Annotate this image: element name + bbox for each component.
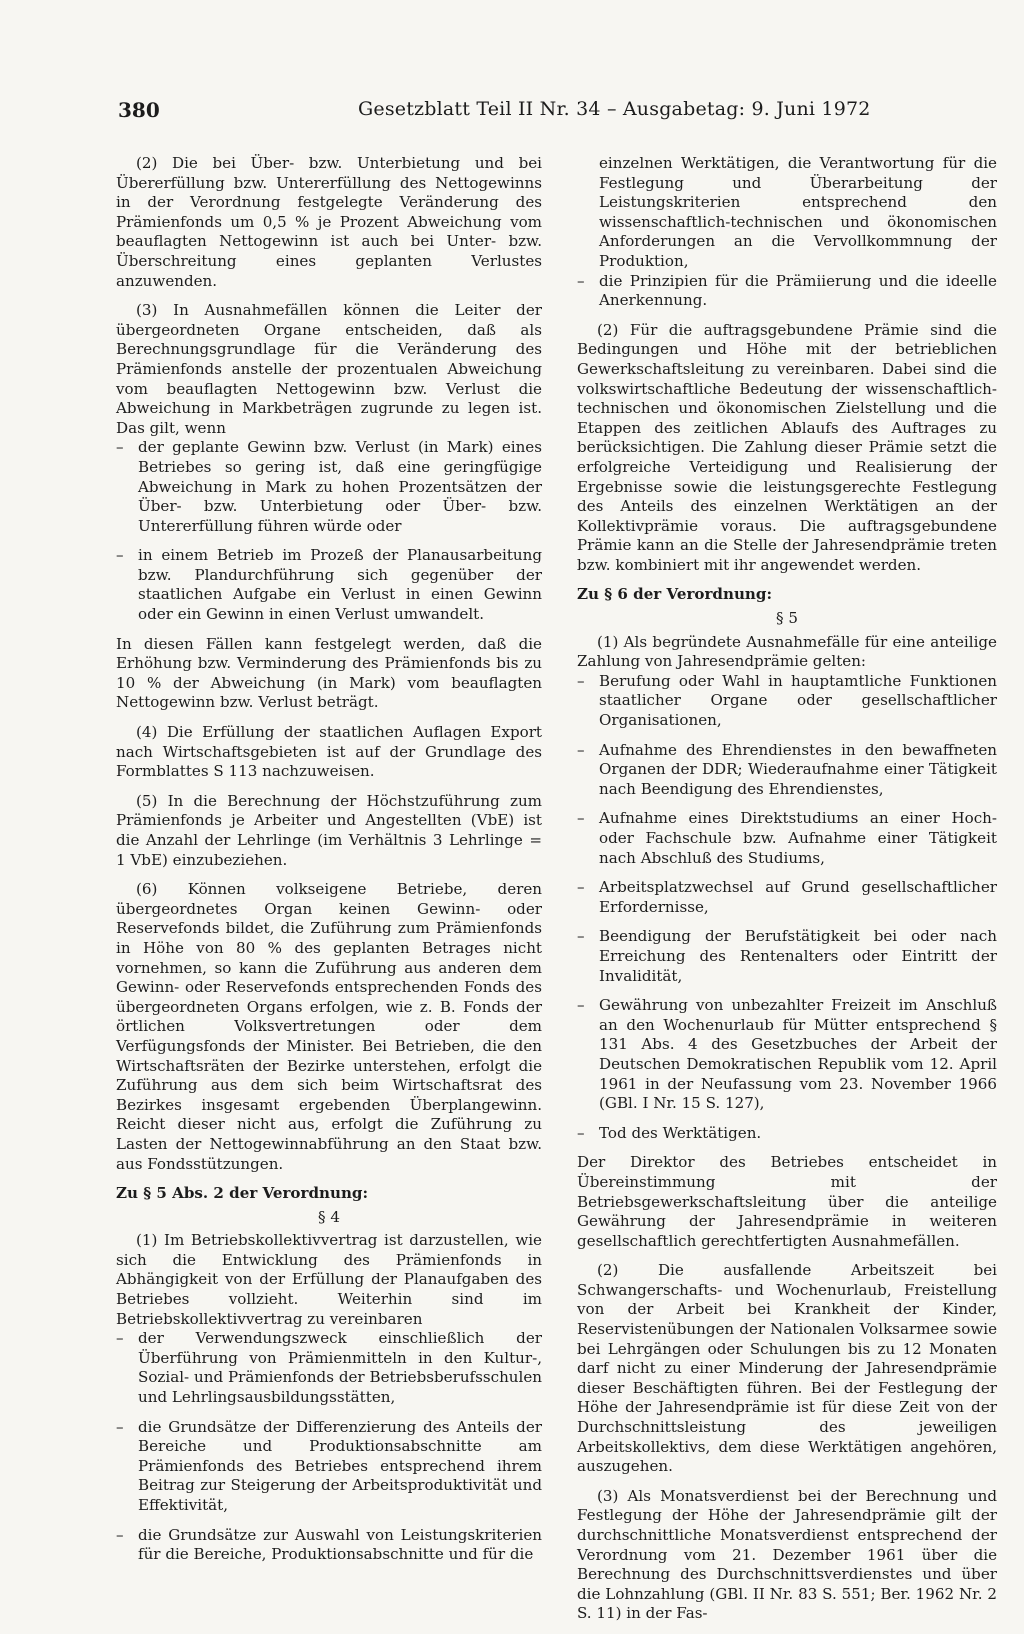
paragraph-3-3-tail: In diesen Fällen kann festgelegt werden, daß die Erhöhung bzw. Verminderung des Prämienfonds bis zu 10 % der Abweichung (in Mark) vom beauflagten Nettogewinn bzw. Verlust beträgt.	[116, 634, 542, 712]
section-heading-zu-6: Zu § 6 der Verordnung:	[577, 585, 773, 604]
list-item: – Aufnahme des Ehrendienstes in den bewaffneten Organen der DDR; Wiederaufnahme einer Tätigkeit nach Beendigung des Ehrendienstes,	[577, 740, 997, 798]
paragraph-5-2: (2) Die ausfallende Arbeitszeit bei Schwangerschafts- und Wochenurlaub, Freistellung von der Arbeit bei Krankheit der Kinder, Reservistenübungen der Nationalen Volksarmee sowie bei Lehrgängen oder Schulungen bis zu 12 Monaten darf nicht zu einer Minderung der Jahresendprämie dieser Beschäftigten führen. Bei der Festlegung der Höhe der Jahresendprämie ist für diese Zeit von der Durchschnittsleistung des jeweiligen Arbeitskollektivs, dem diese Werktätigen angehören, auszugehen.	[577, 1261, 997, 1476]
list-item: – in einem Betrieb im Prozeß der Planausarbeitung bzw. Plandurchführung sich gegenüber der staatlichen Aufgabe ein Verlust in einen Gewinn oder ein Gewinn in einen Verlust umwandelt.	[116, 546, 542, 624]
list-item: – die Grundsätze zur Auswahl von Leistungskriterien für die Bereiche, Produktionsabschnitte und für die	[116, 1525, 542, 1564]
exception-conditions-list	[116, 438, 542, 624]
list-item-continuation: einzelnen Werktätigen, die Verantwortung für die Festlegung und Überarbeitung der Leistungskriterien entsprechend den wissenschaftlich-technischen und ökonomischen Anforderungen an die Vervollkommnung der Produktion,	[599, 154, 997, 270]
paragraph-3-5: (5) In die Berechnung der Höchstzuführung zum Prämienfonds je Arbeiter und Angestellten (VbE) ist die Anzahl der Lehrlinge (im Verhältnis 3 Lehrlinge = 1 VbE) einzubeziehen.	[116, 791, 542, 869]
paragraph-5-1-tail: Der Direktor des Betriebes entscheidet in Übereinstimmung mit der Betriebsgewerkschaftsleitung über die anteilige Gewährung der Jahresendprämie in weiteren gesellschaftlich gerechtfertigten Ausnahmefällen.	[577, 1153, 997, 1250]
list-item: – die Prinzipien für die Prämiierung und die ideelle Anerkennung.	[577, 271, 997, 310]
paragraph-3-3: (3) In Ausnahmefällen können die Leiter der übergeordneten Organe entscheiden, daß als Berechnungsgrundlage für die Veränderung des Prämienfonds anstelle der prozentualen Abweichung vom beauflagten Nettogewinn bzw. Verlust die Abweichung in Markbeträgen zugrunde zu legen ist. Das gilt, wenn	[116, 301, 542, 437]
paragraph-4-1: (1) Im Betriebskollektivvertrag ist darzustellen, wie sich die Entwicklung des Prämienfonds in Abhängigkeit von der Erfüllung der Planaufgaben des Betriebes vollzieht. Weiterhin sind im Betriebskollektivvertrag zu vereinbaren	[116, 1231, 542, 1328]
paragraph-5-1: (1) Als begründete Ausnahmefälle für eine anteilige Zahlung von Jahresendprämie gelten:	[577, 632, 997, 671]
list-item: – Berufung oder Wahl in hauptamtliche Funktionen staatlicher Organe oder gesellschaftlicher Organisationen,	[577, 671, 997, 730]
left-column	[116, 154, 542, 1575]
agreement-items-list	[116, 1329, 542, 1565]
list-item: – Gewährung von unbezahlter Freizeit im Anschluß an den Wochenurlaub für Mütter entsprechend § 131 Abs. 4 des Gesetzbuches der Arbeit der Deutschen Demokratischen Republik vom 12. April 1961 in der Neufassung vom 23. November 1966 (GBl. I Nr. 15 S. 127),	[577, 996, 997, 1113]
gazette-title: Gesetzblatt Teil II Nr. 34 – Ausgabetag: 9. Juni 1972	[358, 98, 871, 120]
paragraph-3-6: (6) Können volkseigene Betriebe, deren übergeordnetes Organ keinen Gewinn- oder Reservefonds bildet, die Zuführung zum Prämienfonds in Höhe von 80 % des geplanten Betrages nicht vornehmen, so kann die Zuführung aus anderen dem Gewinn- oder Reservefonds entsprechenden Fonds des übergeordneten Organs erfolgen, wie z. B. Fonds der örtlichen Volksvertretungen oder dem Verfügungsfonds der Minister. Bei Betrieben, die den Wirtschaftsräten der Bezirke unterstehen, erfolgt die Zuführung aus dem sich beim Wirtschaftsrat des Bezirkes insgesamt ergebenden Überplangewinn. Reicht dieser nicht aus, erfolgt die Zuführung zu Lasten der Nettogewinnabführung an den Staat bzw. aus Fondsstützungen.	[116, 880, 542, 1173]
list-item: – die Grundsätze der Differenzierung des Anteils der Bereiche und Produktionsabschnitte am Prämienfonds des Betriebes entsprechend ihrem Beitrag zur Steigerung der Arbeitsproduktivität und Effektivität,	[116, 1417, 542, 1514]
paragraph-4-2: (2) Für die auftragsgebundene Prämie sind die Bedingungen und Höhe mit der betrieblichen Gewerkschaftsleitung zu vereinbaren. Dabei sind die volkswirtschaftliche Bedeutung der wissenschaftlich-technischen und ökonomischen Zielstellung und die Etappen des zeitlichen Ablaufs des Auftrages zu berücksichtigen. Die Zahlung dieser Prämie setzt die erfolgreiche Verteidigung und Realisierung der Ergebnisse sowie die leistungsgerechte Festlegung des Anteils des einzelnen Werktätigen an der Kollektivprämie voraus. Die auftragsgebundene Prämie kann an die Stelle der Jahresendprämie treten bzw. kombiniert mit ihr angewendet werden.	[577, 320, 997, 574]
section-heading-zu-5: Zu § 5 Abs. 2 der Verordnung:	[116, 1184, 369, 1203]
page-number: 380	[118, 98, 160, 122]
section-number-5: § 5	[776, 609, 798, 628]
exception-cases-list	[577, 672, 997, 1143]
list-item: – Tod des Werktätigen.	[577, 1123, 762, 1142]
list-item: – Aufnahme eines Direktstudiums an einer Hoch- oder Fachschule bzw. Aufnahme einer Tätigkeit nach Abschluß des Studiums,	[577, 809, 997, 867]
paragraph-5-3: (3) Als Monatsverdienst bei der Berechnung und Festlegung der Höhe der Jahresendprämie gilt der durchschnittliche Monatsverdienst entsprechend der Verordnung vom 21. Dezember 1961 über die Berechnung des Durchschnittsverdienstes und über die Lohnzahlung (GBl. II Nr. 83 S. 551; Ber. 1962 Nr. 2 S. 11) in der Fas-	[577, 1486, 997, 1623]
page-header	[118, 98, 988, 130]
section-number-4: § 4	[318, 1207, 340, 1226]
list-item: – der Verwendungszweck einschließlich der Überführung von Prämienmitteln in den Kultur-, Sozial- und Prämienfonds der Betriebsberufsschulen und Lehrlingsausbildungsstätten,	[116, 1329, 542, 1407]
list-item: – Beendigung der Berufstätigkeit bei oder nach Erreichung des Rentenalters oder Eintritt der Invalidität,	[577, 927, 997, 985]
paragraph-3-4: (4) Die Erfüllung der staatlichen Auflagen Export nach Wirtschaftsgebieten ist auf der Grundlage des Formblattes S 113 nachzuweisen.	[116, 723, 542, 781]
list-item: – der geplante Gewinn bzw. Verlust (in Mark) eines Betriebes so gering ist, daß eine geringfügige Abweichung in Mark zu hohen Prozentsätzen der Über- bzw. Unterbietung oder Über- bzw. Untererfüllung führen würde oder	[116, 438, 542, 535]
right-column	[577, 154, 997, 1634]
list-item: – Arbeitsplatzwechsel auf Grund gesellschaftlicher Erfordernisse,	[577, 878, 997, 916]
paragraph-3-2: (2) Die bei Über- bzw. Unterbietung und bei Übererfüllung bzw. Untererfüllung des Nettogewinns in der Verordnung festgelegte Veränderung des Prämienfonds um 0,5 % je Prozent Abweichung vom beauflagten Nettogewinn ist auch bei Unter- bzw. Überschreitung eines geplanten Verlustes anzuwenden.	[116, 154, 542, 290]
